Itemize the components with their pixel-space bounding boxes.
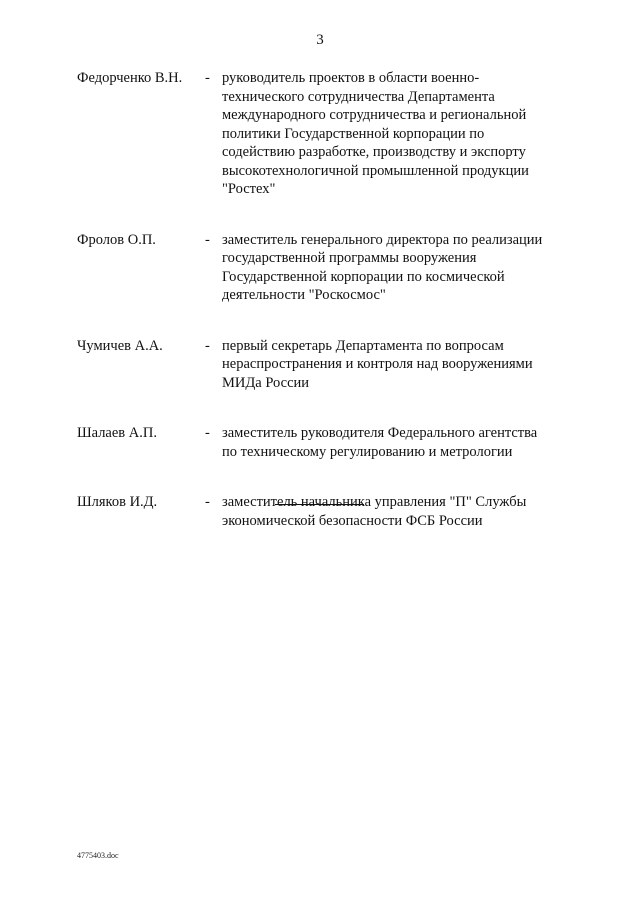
member-position: заместитель руководителя Федерального агентства по техническому регулированию и метрологии: [222, 425, 538, 460]
dash-separator: -: [205, 231, 210, 248]
member-position: руководитель проектов в области военно- технического сотрудничества Департамента международного сотрудничества и региональной политики Государственной корпорации по содействию разработке, производству и экспорту высокотехнологичной промышленной продукции "Ростех": [222, 70, 529, 197]
list-item: [77, 69, 567, 199]
member-position: заместитель начальника управления "П" Службы экономической безопасности ФСБ России: [222, 494, 527, 529]
member-position: заместитель генерального директора по реализации государственной программы вооружения Государственной корпорации по космической деятельности "Роскосмос": [222, 231, 543, 303]
member-name: Шляков И.Д.: [77, 494, 158, 510]
dash-separator: -: [205, 337, 210, 354]
list-item: [77, 231, 567, 305]
list-item: [77, 337, 567, 393]
members-list: [77, 69, 567, 530]
member-position: первый секретарь Департамента по вопросам нераспространения и контроля над вооружениями МИДа России: [222, 337, 533, 391]
dash-separator: -: [205, 70, 210, 86]
member-name: Чумичев А.А.: [77, 337, 163, 354]
end-divider: [275, 504, 364, 505]
page-number: 3: [316, 32, 324, 48]
member-name: Фролов О.П.: [77, 231, 156, 248]
dash-separator: -: [205, 425, 210, 441]
member-name: Федорченко В.Н.: [77, 70, 183, 86]
list-item: [77, 424, 567, 461]
list-item: [77, 493, 567, 530]
file-reference: 4775403.doc: [77, 851, 119, 860]
dash-separator: -: [205, 494, 210, 510]
member-name: Шалаев А.П.: [77, 425, 157, 441]
